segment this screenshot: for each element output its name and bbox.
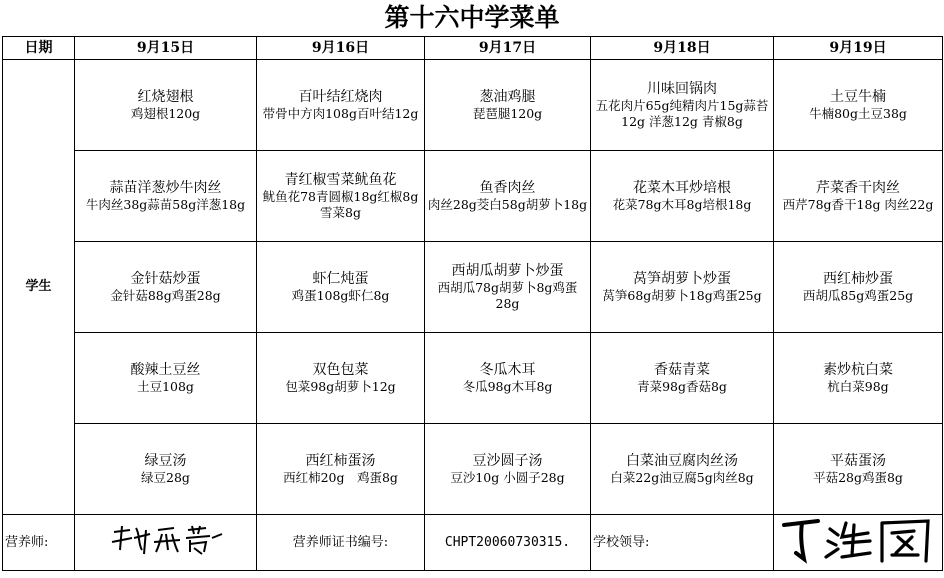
dish-ingredients: 豆沙10g 小圆子28g bbox=[450, 469, 565, 485]
dish-ingredients: 花菜78g木耳8g培根18g bbox=[612, 196, 752, 212]
dish-name: 双色包菜 bbox=[312, 361, 369, 378]
header-row bbox=[3, 37, 943, 60]
day-header: 9月18日 bbox=[591, 37, 774, 60]
dish-name: 鱼香肉丝 bbox=[479, 179, 536, 196]
menu-cell bbox=[425, 60, 591, 151]
dish-ingredients: 西红柿20g 鸡蛋8g bbox=[283, 469, 398, 485]
dish-ingredients: 土豆108g bbox=[137, 378, 194, 394]
menu-cell bbox=[591, 242, 774, 333]
dish-ingredients: 牛楠80g土豆38g bbox=[809, 105, 907, 121]
dish-ingredients: 西胡瓜78g胡萝卜8g鸡蛋28g bbox=[437, 279, 578, 311]
dish-name: 莴笋胡萝卜炒蛋 bbox=[633, 270, 731, 287]
dish-name: 白菜油豆腐肉丝汤 bbox=[626, 452, 738, 469]
day-header: 9月16日 bbox=[257, 37, 425, 60]
menu-cell bbox=[591, 424, 774, 515]
menu-cell bbox=[75, 333, 257, 424]
nutritionist-signature-image bbox=[106, 520, 226, 560]
dish-name: 土豆牛楠 bbox=[830, 88, 886, 105]
dish-name: 西红柿炒蛋 bbox=[823, 270, 893, 287]
group-label: 学生 bbox=[3, 60, 75, 515]
dish-name: 川味回锅肉 bbox=[647, 80, 717, 97]
dish-ingredients: 莴笋68g胡萝卜18g鸡蛋25g bbox=[602, 287, 762, 303]
dish-ingredients: 牛肉丝38g蒜苗58g洋葱18g bbox=[85, 196, 246, 212]
dish-name: 香菇青菜 bbox=[654, 361, 710, 378]
menu-cell bbox=[591, 60, 774, 151]
menu-cell bbox=[774, 242, 943, 333]
dish-ingredients: 肉丝28g茭白58g胡萝卜18g bbox=[427, 196, 588, 212]
dish-name: 绿豆汤 bbox=[144, 452, 187, 469]
dish-ingredients: 青菜98g香菇8g bbox=[637, 378, 727, 394]
menu-cell bbox=[774, 151, 943, 242]
dish-name: 葱油鸡腿 bbox=[479, 88, 536, 105]
menu-cell bbox=[75, 424, 257, 515]
dish-name: 酸辣土豆丝 bbox=[130, 361, 201, 378]
dish-name: 豆沙圆子汤 bbox=[472, 452, 543, 469]
dish-ingredients: 冬瓜98g木耳8g bbox=[462, 378, 553, 394]
dish-ingredients: 琵琶腿120g bbox=[472, 105, 543, 121]
menu-cell bbox=[425, 151, 591, 242]
dish-name: 红烧翅根 bbox=[137, 88, 194, 105]
menu-cell bbox=[257, 424, 425, 515]
dish-name: 百叶结红烧肉 bbox=[298, 88, 383, 105]
menu-cell bbox=[425, 333, 591, 424]
dish-name: 平菇蛋汤 bbox=[830, 452, 886, 469]
menu-cell bbox=[75, 151, 257, 242]
dish-ingredients: 平菇28g鸡蛋8g bbox=[813, 469, 903, 485]
dish-ingredients: 西芹78g香干18g 肉丝22g bbox=[782, 196, 934, 212]
dish-ingredients: 杭白菜98g bbox=[827, 378, 889, 394]
menu-row bbox=[3, 242, 943, 333]
dish-ingredients: 带骨中方肉108g百叶结12g bbox=[262, 105, 419, 121]
dish-name: 花菜木耳炒培根 bbox=[633, 179, 731, 196]
dish-name: 芹菜香干肉丝 bbox=[816, 179, 900, 196]
menu-cell bbox=[257, 242, 425, 333]
school-leader-signature bbox=[774, 515, 943, 571]
school-leader-signature-image bbox=[778, 515, 938, 565]
menu-cell bbox=[257, 333, 425, 424]
dish-ingredients: 白菜22g油豆腐5g肉丝8g bbox=[610, 469, 754, 485]
school-leader-label: 学校领导: bbox=[591, 515, 774, 571]
dish-name: 西胡瓜胡萝卜炒蛋 bbox=[451, 262, 564, 279]
day-header: 9月15日 bbox=[75, 37, 257, 60]
dish-ingredients: 鸡翅根120g bbox=[130, 105, 201, 121]
dish-name: 西红柿蛋汤 bbox=[305, 452, 376, 469]
menu-cell bbox=[257, 60, 425, 151]
signature-row bbox=[3, 515, 943, 571]
menu-cell bbox=[591, 333, 774, 424]
menu-cell bbox=[774, 424, 943, 515]
menu-row bbox=[3, 60, 943, 151]
menu-cell bbox=[774, 333, 943, 424]
dish-ingredients: 包菜98g胡萝卜12g bbox=[285, 378, 396, 394]
menu-cell bbox=[257, 151, 425, 242]
dish-ingredients: 鸡蛋108g虾仁8g bbox=[291, 287, 390, 303]
menu-cell bbox=[425, 242, 591, 333]
dish-ingredients: 西胡瓜85g鸡蛋25g bbox=[802, 287, 914, 303]
dish-ingredients: 金针菇88g鸡蛋28g bbox=[110, 287, 221, 303]
certificate-label: 营养师证书编号: bbox=[257, 515, 425, 571]
dish-ingredients: 鱿鱼花78青圆椒18g红椒8g雪菜8g bbox=[262, 188, 419, 220]
menu-cell bbox=[591, 151, 774, 242]
menu-table bbox=[2, 36, 943, 571]
menu-row bbox=[3, 333, 943, 424]
nutritionist-signature bbox=[75, 515, 257, 571]
menu-cell bbox=[75, 60, 257, 151]
nutritionist-label: 营养师: bbox=[3, 515, 75, 571]
menu-row bbox=[3, 424, 943, 515]
menu-cell bbox=[75, 242, 257, 333]
date-header: 日期 bbox=[3, 37, 75, 60]
dish-name: 青红椒雪菜鱿鱼花 bbox=[284, 171, 397, 188]
page-title: 第十六中学菜单 bbox=[384, 3, 560, 32]
day-header: 9月19日 bbox=[774, 37, 943, 60]
dish-name: 蒜苗洋葱炒牛肉丝 bbox=[109, 179, 222, 196]
menu-cell bbox=[425, 424, 591, 515]
dish-ingredients: 绿豆28g bbox=[141, 469, 190, 485]
menu-row bbox=[3, 151, 943, 242]
menu-cell bbox=[774, 60, 943, 151]
dish-name: 冬瓜木耳 bbox=[479, 361, 536, 378]
dish-name: 虾仁炖蛋 bbox=[312, 270, 369, 287]
certificate-number: CHPT20060730315. bbox=[425, 515, 591, 571]
dish-name: 金针菇炒蛋 bbox=[130, 270, 201, 287]
dish-name: 素炒杭白菜 bbox=[823, 361, 893, 378]
dish-ingredients: 五花肉片65g纯精肉片15g蒜苔12g 洋葱12g 青椒8g bbox=[595, 97, 769, 129]
day-header: 9月17日 bbox=[425, 37, 591, 60]
